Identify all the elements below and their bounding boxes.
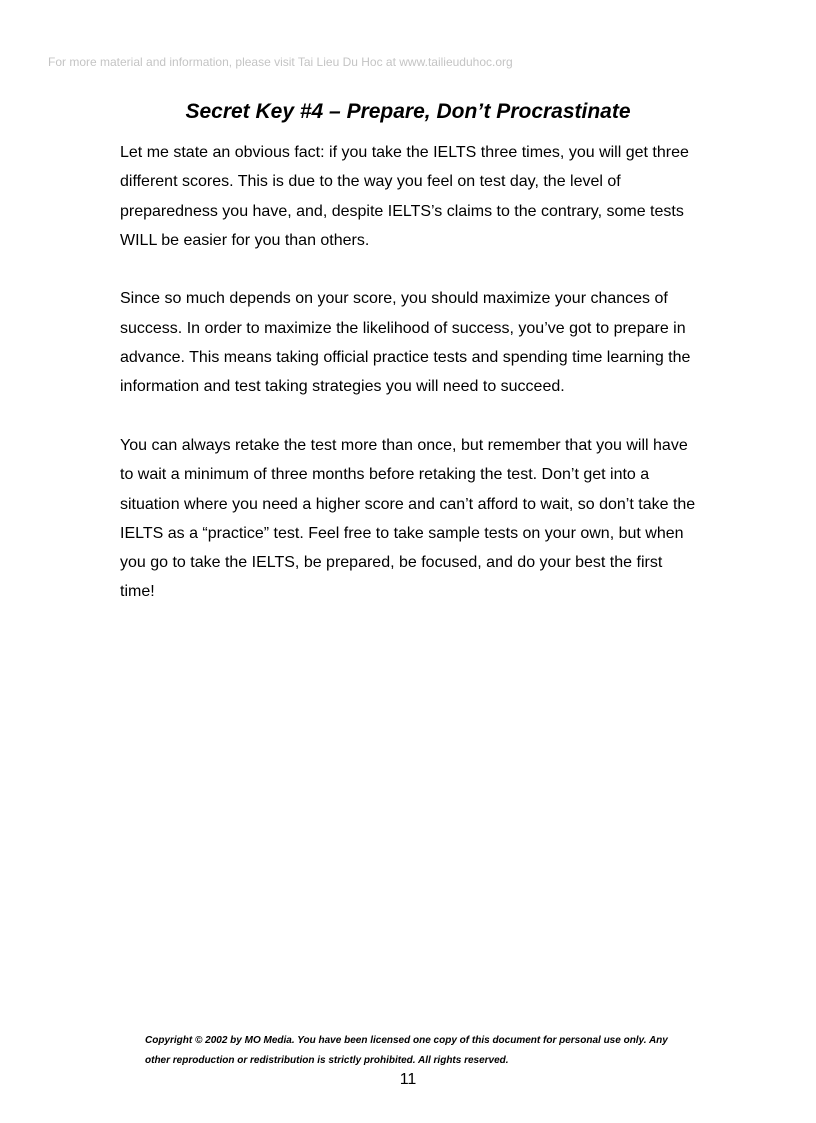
page-title: Secret Key #4 – Prepare, Don’t Procrastinate	[185, 100, 631, 123]
page-number: 11	[399, 1071, 417, 1088]
footer-copyright: Copyright © 2002 by MO Media. You have been licensed one copy of this document for personal use only. Any other reproduction or redistribution is strictly prohibited. All rights reserved.	[145, 1035, 668, 1066]
watermark-text: For more material and information, please visit Tai Lieu Du Hoc at www.tailieuduhoc.org	[48, 55, 513, 69]
paragraph-1: Let me state an obvious fact: if you take the IELTS three times, you will get three different scores. This is due to the way you feel on test day, the level of preparedness you have, and, despite IELTS’s claims to the contrary, some tests WILL be easier for you than others.	[120, 144, 689, 249]
paragraph-2: Since so much depends on your score, you should maximize your chances of success. In order to maximize the likelihood of success, you’ve got to prepare in advance. This means taking official practice tests and spending time learning the information and test taking strategies you will need to succeed.	[120, 290, 691, 396]
paragraph-3: You can always retake the test more than once, but remember that you will have to wait a minimum of three months before retaking the test. Don’t get into a situation where you need a higher score and can’t afford to wait, so don’t take the IELTS as a “practice” test. Feel free to take sample tests on your own, but when you go to take the IELTS, be prepared, be focused, and do your best the first time!	[120, 436, 696, 601]
body-text	[120, 138, 710, 636]
